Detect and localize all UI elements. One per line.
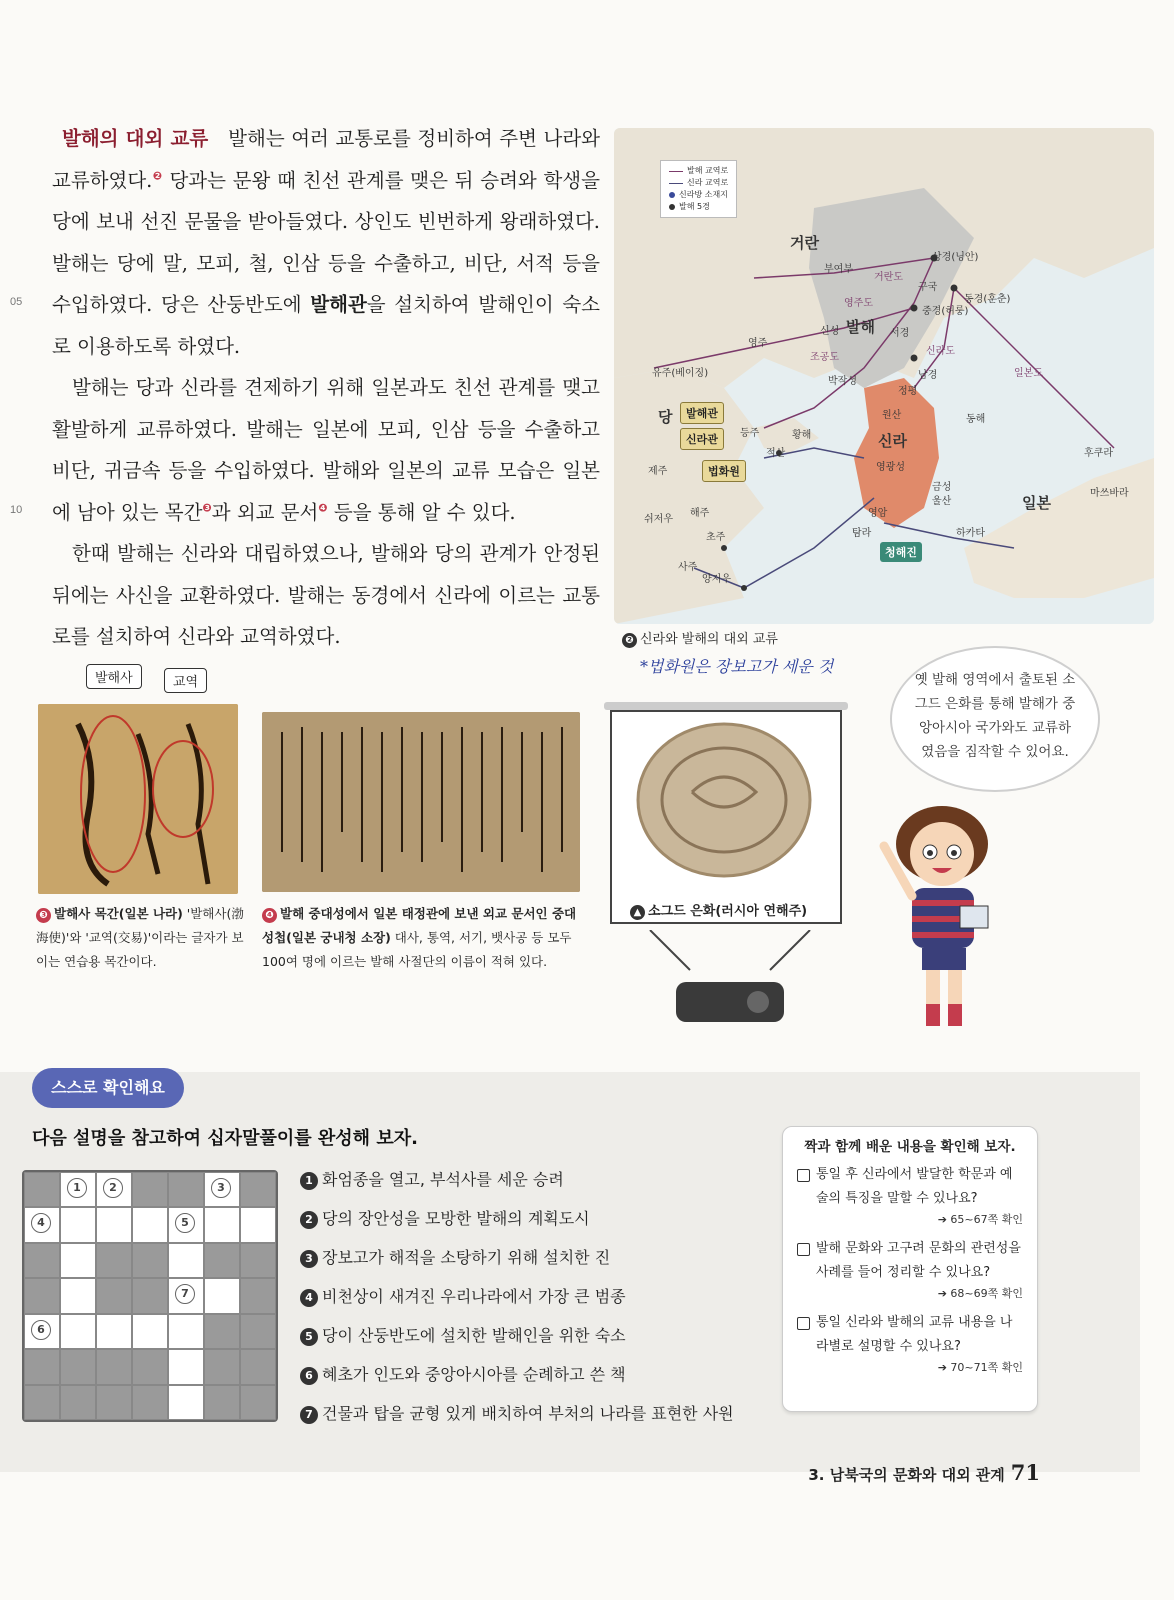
place-label: 원산 xyxy=(882,410,902,421)
legend-item: 발해 교역로 xyxy=(669,165,728,177)
cw-cell[interactable] xyxy=(204,1207,240,1242)
place-label: 부여부 xyxy=(824,264,853,275)
cw-cell[interactable] xyxy=(168,1243,204,1278)
cw-cell xyxy=(24,1349,60,1384)
page-number: 71 xyxy=(1010,1460,1040,1485)
route-label: 일본도 xyxy=(1014,368,1043,379)
review-item: 통일 후 신라에서 발달한 학문과 예술의 특징을 말할 수 있나요? xyxy=(797,1163,1023,1211)
review-title: 짝과 함께 배운 내용을 확인해 보자. xyxy=(804,1139,1016,1155)
cw-cell[interactable] xyxy=(60,1207,96,1242)
place-label: 영광성 xyxy=(876,462,905,473)
tag-balhaesa: 발해사 xyxy=(86,664,142,689)
cw-cell xyxy=(240,1314,276,1349)
handwritten-note: *법화원은 장보고가 세운 것 xyxy=(640,657,834,676)
review-ref: ➔ 68~69쪽 확인 xyxy=(937,1287,1023,1300)
route-label: 영주도 xyxy=(844,298,873,309)
box-sillagwan: 신라관 xyxy=(680,428,724,450)
speech-bubble: 옛 발해 영역에서 출토된 소그드 은화를 통해 발해가 중앙아시아 국가와도 교류하였음을 짐작할 수 있어요. xyxy=(890,646,1100,792)
place-label: 황해 xyxy=(792,430,812,441)
cw-cell xyxy=(204,1349,240,1384)
place-label: 남경 xyxy=(918,370,938,381)
cw-cell[interactable] xyxy=(96,1207,132,1242)
p2-text-a: 발해는 당과 신라를 견제하기 위해 일본과도 친선 관계를 맺고 활발하게 교류하였다. 발해는 일본에 모피, 인삼 등을 수출하고 비단, 귀금속 등을 수입하였다. 발해와 일본의 교류 모습은 일본에 남아 있는 목간 xyxy=(52,376,600,524)
self-check-label: 스스로 확인해요 xyxy=(32,1068,184,1108)
cw-cell[interactable]: 5 xyxy=(168,1207,204,1242)
document-image xyxy=(262,712,580,892)
place-label: 하카타 xyxy=(956,528,985,539)
cw-cell xyxy=(132,1349,168,1384)
cw-cell[interactable] xyxy=(60,1243,96,1278)
place-label: 초주 xyxy=(706,532,726,543)
place-label: 동경(훈춘) xyxy=(964,294,1011,305)
cw-cell xyxy=(96,1385,132,1420)
paragraph-1 xyxy=(52,118,600,367)
document-photo xyxy=(262,712,580,892)
note-ref-4: ❹ xyxy=(318,501,328,514)
projector-graphic xyxy=(640,930,820,1030)
clue-item: 4 비천상이 새겨진 우리나라에서 가장 큰 범종 xyxy=(300,1277,734,1316)
legend-item: 신라방 소재지 xyxy=(669,189,728,201)
route-label: 거란도 xyxy=(874,272,903,283)
cw-cell xyxy=(240,1278,276,1313)
p1-text-c: 을 설치하여 발해인이 숙소로 이용하도록 하였다. xyxy=(52,293,600,358)
cw-cell[interactable]: 1 xyxy=(60,1172,96,1207)
cw-cell xyxy=(240,1172,276,1207)
place-label: 중경(허룽) xyxy=(922,306,969,317)
cw-cell xyxy=(132,1172,168,1207)
region-silla: 신라 xyxy=(878,432,907,450)
cw-cell xyxy=(60,1385,96,1420)
review-checkbox[interactable] xyxy=(797,1317,810,1330)
place-label: 마쓰바라 xyxy=(1090,488,1129,499)
cw-cell[interactable] xyxy=(60,1314,96,1349)
review-item: 통일 신라와 발해의 교류 내용을 나라별로 설명할 수 있나요? xyxy=(797,1311,1023,1359)
cw-cell[interactable] xyxy=(204,1278,240,1313)
cw-cell xyxy=(96,1243,132,1278)
review-ref: ➔ 70~71쪽 확인 xyxy=(937,1361,1023,1374)
place-label: 탐라 xyxy=(852,528,872,539)
place-label: 울산 xyxy=(932,496,952,507)
tag-gyoyeok: 교역 xyxy=(164,668,207,693)
cw-cell xyxy=(132,1385,168,1420)
review-item: 발해 문화와 고구려 문화의 관련성을 사례를 들어 정리할 수 있나요? xyxy=(797,1237,1023,1285)
cw-cell xyxy=(204,1243,240,1278)
place-label: 쉬저우 xyxy=(644,514,673,525)
cw-cell[interactable] xyxy=(168,1385,204,1420)
cw-cell[interactable] xyxy=(132,1207,168,1242)
mokgan-photo xyxy=(38,704,238,894)
cw-cell[interactable] xyxy=(240,1207,276,1242)
box-beophwawon: 법화원 xyxy=(702,460,746,482)
map-caption: ❷ 신라와 발해의 대외 교류 xyxy=(622,628,778,648)
line-number-05: 05 xyxy=(10,296,23,308)
cw-cell xyxy=(96,1349,132,1384)
cw-cell[interactable] xyxy=(168,1314,204,1349)
page-footer xyxy=(808,1460,1040,1485)
crossword-instruction: 다음 설명을 참고하여 십자말풀이를 완성해 보자. xyxy=(32,1128,418,1149)
place-label: 동해 xyxy=(966,414,986,425)
place-label: 양저우 xyxy=(702,574,731,585)
note-ref-2: ❷ xyxy=(152,169,163,182)
box-balhaegwan: 발해관 xyxy=(680,402,724,424)
region-dang: 당 xyxy=(658,408,673,426)
section-title: 발해의 대외 교류 xyxy=(62,127,209,150)
place-label: 정평 xyxy=(898,386,918,397)
cw-cell[interactable]: 4 xyxy=(24,1207,60,1242)
trade-route-map xyxy=(614,128,1154,624)
place-label: 상경(닝안) xyxy=(932,252,979,263)
cw-cell xyxy=(168,1172,204,1207)
cw-cell[interactable]: 2 xyxy=(96,1172,132,1207)
place-label: 금성 xyxy=(932,482,952,493)
place-label: 유주(베이징) xyxy=(652,368,709,379)
projector-screen xyxy=(610,710,842,924)
student-character xyxy=(866,806,1006,1036)
place-label: 영암 xyxy=(868,508,888,519)
caption-3: ❸ 발해사 목간(일본 나라) '발해사(渤海使)'와 '교역(交易)'이라는 글자가 보이는 연습용 목간이다. xyxy=(36,906,244,969)
legend-item: 발해 5경 xyxy=(669,201,728,213)
cw-cell xyxy=(96,1278,132,1313)
cw-cell[interactable]: 7 xyxy=(168,1278,204,1313)
cw-cell xyxy=(60,1349,96,1384)
cw-cell xyxy=(240,1349,276,1384)
review-checkbox[interactable] xyxy=(797,1243,810,1256)
review-ref: ➔ 65~67쪽 확인 xyxy=(937,1213,1023,1226)
p1-text-a: 발해는 여러 교통로를 정비하여 주변 나라와 교류하였다. xyxy=(52,127,601,192)
coin-caption: ▲ 소그드 은화(러시아 연해주) xyxy=(630,900,807,920)
box-cheonghaejin: 청해진 xyxy=(880,542,922,562)
cw-cell[interactable]: 6 xyxy=(24,1314,60,1349)
cw-cell xyxy=(24,1385,60,1420)
clue-item: 5 당이 산둥반도에 설치한 발해인을 위한 숙소 xyxy=(300,1316,734,1355)
review-checklist xyxy=(782,1126,1038,1412)
cw-cell xyxy=(204,1385,240,1420)
keyword-balhaegwan: 발해관 xyxy=(310,293,367,316)
place-label: 후쿠라 xyxy=(1084,448,1113,459)
clue-item: 2 당의 장안성을 모방한 발해의 계획도시 xyxy=(300,1199,734,1238)
screen-roller xyxy=(604,702,848,710)
place-label: 해주 xyxy=(690,508,710,519)
place-label: 신성 xyxy=(820,326,840,337)
crossword-clues xyxy=(300,1160,734,1433)
clue-item: 1 화엄종을 열고, 부석사를 세운 승려 xyxy=(300,1160,734,1199)
place-label: 영주 xyxy=(748,338,768,349)
p2-text-c: 등을 통해 알 수 있다. xyxy=(327,500,516,524)
map-legend xyxy=(660,160,737,218)
cw-cell xyxy=(132,1243,168,1278)
note-ref-3: ❸ xyxy=(202,501,212,514)
place-label: 서경 xyxy=(890,328,910,339)
place-label: 사주 xyxy=(678,562,698,573)
caption-4: ❹ 발해 중대성에서 일본 태정관에 보낸 외교 문서인 중대성첩(일본 궁내청 소장) 대사, 통역, 서기, 뱃사공 등 모두 100여 명에 이르는 발해 사절단의 이름이 적혀 있다. xyxy=(262,906,577,969)
coin-image xyxy=(612,712,840,892)
region-ilbon: 일본 xyxy=(1022,494,1051,512)
route-label: 조공도 xyxy=(810,352,839,363)
place-label: 등주 xyxy=(740,428,760,439)
cw-cell xyxy=(24,1278,60,1313)
place-label: 박작성 xyxy=(828,376,857,387)
review-checkbox[interactable] xyxy=(797,1169,810,1182)
place-label: 제주 xyxy=(648,466,668,477)
region-georan: 거란 xyxy=(790,234,819,252)
p1-text-b: 당과는 문왕 때 친선 관계를 맺은 뒤 승려와 학생을 당에 보내 선진 문물을 받아들였다. 상인도 빈번하게 왕래하였다. 발해는 당에 말, 모피, 철, 인삼 등을 수출하고, 비단, 서적 등을 수입하였다. 당은 산둥반도에 xyxy=(52,168,600,316)
place-label: 구국 xyxy=(918,282,938,293)
legend-item: 신라 교역로 xyxy=(669,177,728,189)
cw-cell[interactable] xyxy=(96,1314,132,1349)
clue-item: 3 장보고가 해적을 소탕하기 위해 설치한 진 xyxy=(300,1238,734,1277)
paragraph-3: 한때 발해는 신라와 대립하였으나, 발해와 당의 관계가 안정된 뒤에는 사신을 교환하였다. 발해는 동경에서 신라에 이르는 교통로를 설치하여 신라와 교역하였다. xyxy=(52,542,600,648)
crossword-grid xyxy=(22,1170,278,1422)
paragraph-2 xyxy=(52,367,600,533)
cw-cell[interactable]: 3 xyxy=(204,1172,240,1207)
clue-item: 6 혜초가 인도와 중앙아시아를 순례하고 쓴 책 xyxy=(300,1355,734,1394)
mokgan-image xyxy=(38,704,238,894)
cw-cell xyxy=(240,1385,276,1420)
cw-cell[interactable] xyxy=(60,1278,96,1313)
chapter-title: 3. 남북국의 문화와 대외 관계 xyxy=(808,1466,1005,1484)
cw-cell xyxy=(204,1314,240,1349)
cw-cell[interactable] xyxy=(168,1349,204,1384)
cw-cell xyxy=(240,1243,276,1278)
p2-text-b: 과 외교 문서 xyxy=(211,500,319,524)
clue-item: 7 건물과 탑을 균형 있게 배치하여 부처의 나라를 표현한 사원 xyxy=(300,1394,734,1433)
main-body-text xyxy=(52,118,600,658)
cw-cell xyxy=(24,1172,60,1207)
cw-cell[interactable] xyxy=(132,1314,168,1349)
line-number-10: 10 xyxy=(10,504,23,516)
cw-cell xyxy=(132,1278,168,1313)
route-label: 신라도 xyxy=(926,346,955,357)
cw-cell xyxy=(24,1243,60,1278)
place-label: 적산 xyxy=(766,448,786,459)
region-balhae: 발해 xyxy=(846,318,875,336)
